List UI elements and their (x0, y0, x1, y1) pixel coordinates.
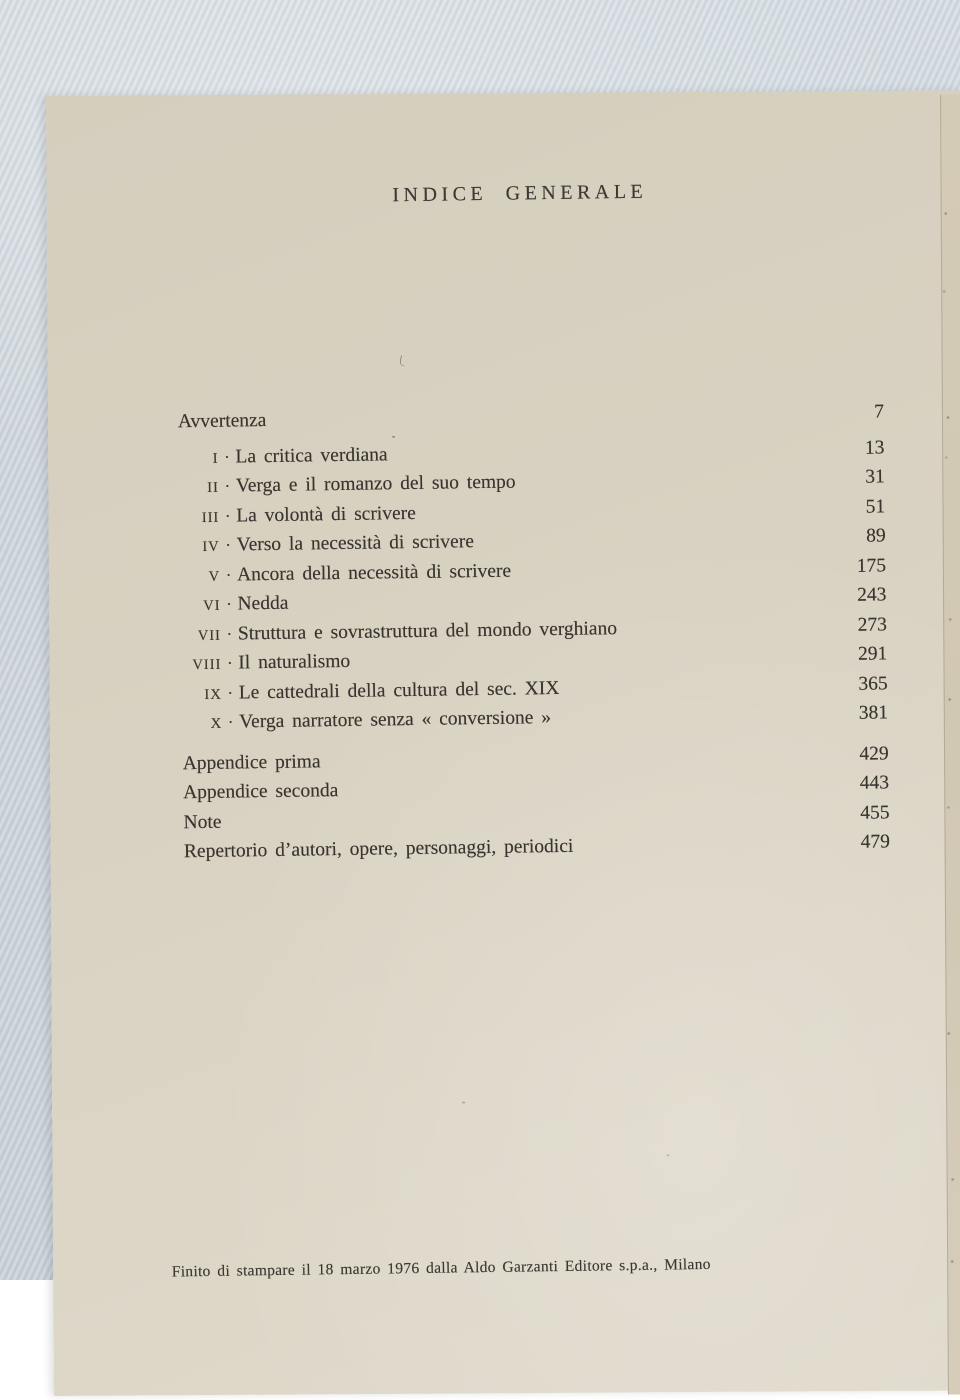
toc-separator-dot: · (227, 712, 234, 732)
toc-numeral: IX (204, 686, 222, 703)
toc-page-number: 243 (857, 584, 887, 606)
toc-numeral: VII (197, 627, 222, 644)
toc-label: Avvertenza (177, 410, 267, 433)
toc-label: Appendice prima (182, 750, 321, 774)
toc-page-number: 381 (858, 702, 889, 724)
toc-label: Verga e il romanzo del suo tempo (235, 471, 516, 497)
toc-label: Il naturalismo (238, 650, 351, 674)
toc-page-number: 455 (860, 801, 890, 824)
toc-separator-dot: · (227, 683, 234, 703)
toc-label: La volontà di scrivere (236, 502, 416, 526)
book-page (46, 90, 960, 1396)
toc-separator-dot: · (224, 476, 231, 496)
toc-separator-dot: · (225, 565, 232, 585)
toc-page-number: 365 (858, 672, 888, 695)
toc-separator-dot: · (226, 653, 233, 673)
toc-label: Le cattedrali della cultura del sec. XIX (238, 677, 560, 703)
toc-numeral: I (212, 450, 219, 467)
toc-numeral: V (208, 568, 221, 585)
toc-numeral: IV (202, 538, 220, 555)
toc-page-number: 7 (874, 401, 885, 423)
toc-page-number: 291 (857, 643, 888, 665)
toc-label: Appendice seconda (182, 780, 339, 804)
toc-separator-dot: · (224, 506, 231, 526)
toc-label: Repertorio d’autori, opere, personaggi, periodici (183, 835, 574, 863)
toc-label: Verso la necessità di scrivere (236, 531, 475, 556)
toc-separator-dot: · (226, 594, 232, 614)
toc-page-number: 51 (865, 495, 886, 518)
toc-separator-dot: · (226, 624, 233, 644)
toc-page-number: 13 (864, 436, 885, 459)
toc-page-number: 273 (857, 613, 888, 636)
toc-numeral: III (201, 509, 220, 526)
toc-page-number: 479 (860, 831, 891, 853)
toc-numeral: VI (203, 597, 221, 614)
toc-separator-dot: · (225, 535, 232, 555)
toc-page-number: 175 (856, 554, 887, 577)
toc-label: Struttura e sovrastruttura del mondo verghiano (237, 617, 618, 644)
toc-page-number: 443 (859, 772, 890, 794)
toc-label: La critica verdiana (235, 443, 388, 467)
table-of-contents (178, 397, 890, 866)
colophon-imprint: Finito di stampare il 18 marzo 1976 dalla Aldo Garzanti Editore s.p.a., Milano (171, 1255, 711, 1281)
page-title: INDICE GENERALE (392, 180, 648, 207)
toc-page-number: 89 (865, 525, 886, 547)
toc-numeral: II (207, 479, 220, 496)
toc-numeral: VIII (192, 656, 222, 674)
toc-label: Verga narratore senza « conversione » (239, 707, 552, 733)
toc-separator-dot: · (223, 447, 230, 467)
printed-content (43, 84, 960, 1397)
toc-label: Nedda (237, 592, 289, 615)
toc-row (178, 397, 884, 436)
toc-label: Ancora della necessità di scrivere (236, 560, 512, 585)
toc-label: Note (183, 811, 222, 833)
toc-page-number: 31 (865, 466, 885, 488)
toc-numeral: X (210, 715, 223, 732)
toc-page-number: 429 (859, 742, 889, 765)
